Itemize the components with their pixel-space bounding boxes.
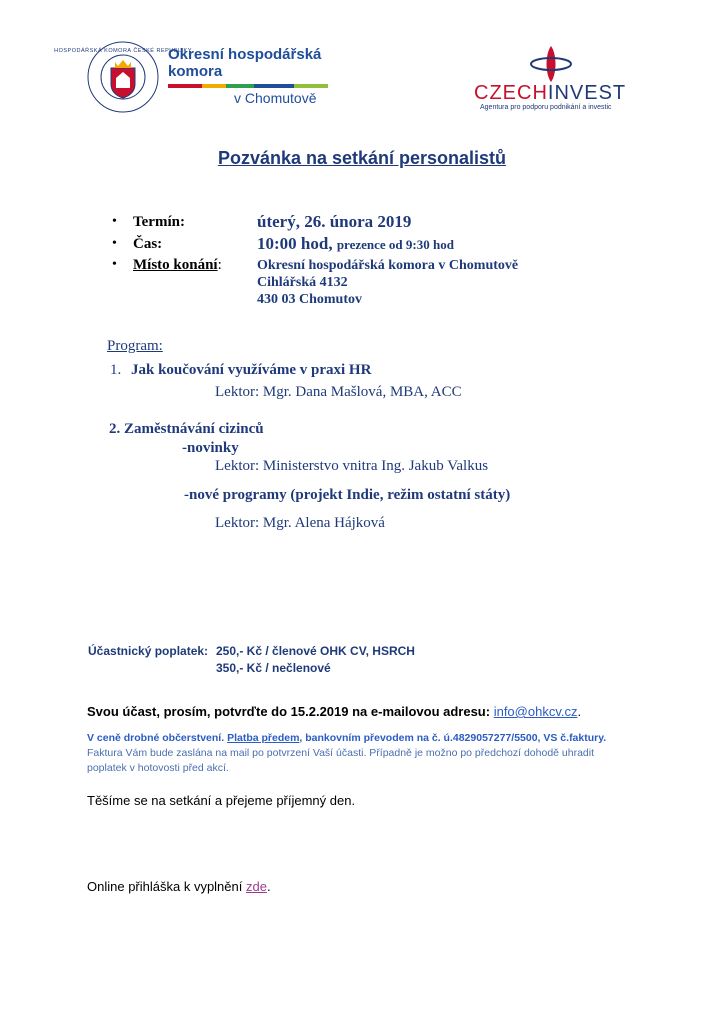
program-item-2-sub2-lector: Lektor: Mgr. Alena Hájková (215, 515, 385, 531)
ohk-seal-logo (54, 40, 192, 114)
payment-line3: poplatek v hotovosti před akcí. (87, 762, 229, 774)
bullet-icon: • (112, 214, 117, 229)
ohk-bar-segment (254, 84, 294, 88)
bullet-icon: • (112, 236, 117, 251)
ohk-bar-segment (168, 84, 202, 88)
ohk-name (168, 46, 321, 80)
program-item-2-sub1-lector: Lektor: Ministerstvo vnitra Ing. Jakub Valkus (215, 458, 489, 474)
time-value: 10:00 hod, (257, 234, 333, 253)
payment-advance: Platba předem (227, 732, 300, 744)
fee-line1: 250,- Kč / členové OHK CV, HSRCH (216, 644, 415, 658)
fee-line2: 350,- Kč / nečlenové (216, 661, 331, 675)
czechinvest-invest: INVEST (547, 82, 627, 104)
payment-line1-a: V ceně drobné občerstvení. (87, 732, 225, 744)
time-note: prezence od 9:30 hod (336, 237, 454, 252)
online-line (87, 879, 271, 894)
program-item-2-sub2: -nové programy (projekt Indie, režim ostatní státy) (184, 487, 511, 503)
payment-line1 (87, 732, 606, 744)
payment-line1-b: , bankovním převodem na č. ú.4829057277/5500, VS č.faktury. (299, 732, 607, 744)
place-line3: 430 03 Chomutov (257, 292, 363, 307)
czechinvest-logo (474, 82, 626, 105)
term-label: Termín: (133, 214, 185, 230)
closing-text: Těšíme se na setkání a přejeme příjemný den. (87, 793, 356, 808)
czechinvest-mark-icon (527, 44, 575, 84)
program-item-2-title: 2. Zaměstnávání cizinců (109, 421, 264, 437)
place-line1: Okresní hospodářská komora v Chomutově (257, 258, 519, 273)
time-label: Čas: (133, 236, 163, 252)
online-period: . (266, 879, 271, 894)
ohk-seal-text: HOSPODÁŘSKÁ KOMORA ČESKÉ REPUBLIKY (54, 48, 192, 54)
ohk-color-bar (168, 84, 328, 88)
place-colon: : (217, 257, 222, 273)
program-item-1 (110, 362, 371, 379)
ohk-city: v Chomutově (234, 90, 317, 106)
payment-line2: Faktura Vám bude zaslána na mail po potvrzení Vaší účasti. Případně je možno po předchozí dohodě uhradit (87, 747, 595, 759)
place-line2: Cihlářská 4132 (257, 275, 348, 290)
ohk-bar-segment (226, 84, 254, 88)
ohk-bar-segment (202, 84, 226, 88)
page-title-text: Pozvánka na setkání personalistů (217, 148, 507, 168)
program-item-1-title: Jak koučování využíváme v praxi HR (131, 362, 372, 378)
confirm-period: . (577, 704, 582, 719)
term-value: úterý, 26. února 2019 (257, 212, 412, 231)
online-text: Online přihláška k vyplnění (87, 879, 243, 894)
ohk-bar-segment (294, 84, 328, 88)
confirm-text: Svou účast, prosím, potvrďte do 15.2.2019 na e-mailovou adresu: (87, 704, 491, 719)
online-link[interactable]: zde (245, 879, 267, 894)
program-item-1-number: 1. (110, 362, 122, 378)
program-item-1-lector: Lektor: Mgr. Dana Mašlová, MBA, ACC (215, 384, 462, 400)
place-label: Místo konání (133, 257, 218, 273)
ohk-name-line2: komora (168, 63, 223, 80)
page-title (0, 148, 724, 169)
czechinvest-tagline: Agentura pro podporu podnikání a investic (480, 104, 612, 111)
fee-label: Účastnický poplatek: (88, 644, 209, 658)
czechinvest-czech: CZECH (474, 82, 548, 104)
program-heading: Program: (107, 338, 163, 354)
email-link[interactable]: info@ohkcv.cz (493, 704, 578, 719)
bullet-icon: • (112, 257, 117, 272)
ohk-name-line1: Okresní hospodářská (168, 46, 322, 63)
confirm-line (87, 704, 581, 719)
program-item-2-sub1: -novinky (182, 440, 239, 456)
